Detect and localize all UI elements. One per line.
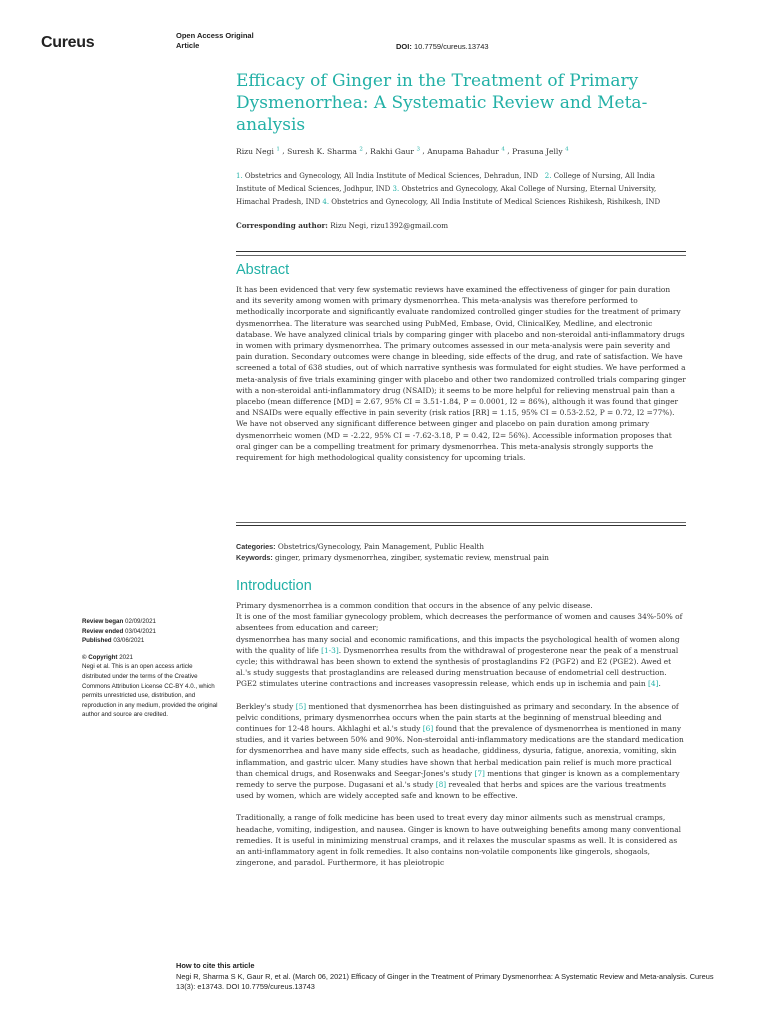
intro-paragraph: Berkley's study [5] mentioned that dysmenorrhea has been distinguished as primary and secondary. In the absence of pelvic conditions, primary dysmenorrhea occurs when the pain starts at the beginning of menstrual bleeding and continues for 12-48 hours. Akhlaghi et al.'s study [6] found that the prevalence of dysmenorrhea is mentioned in many studies, and it varies between 50% and 90%. Non-steroidal anti-inflammatory medications are the standard medication for dysmenorrhea and have many side effects, such as headache, giddiness, dysuria, fatigue, anorexia, vomiting, skin inflammation, and gastric ulcer. Many studies have shown that herbal medication pain relief is much more practical than chemical drugs, and Rosenwaks and Seegar-Jones's study [7] mentions that ginger is known as a complementary remedy to serve the purpose. Dugasani et al.'s study [8] revealed that herbs and spices are the various treatments used by women, which are widely accepted safe and known to be effective. [236,701,684,801]
copyright: © Copyright 2021 [82,653,133,661]
author[interactable]: Rakhi Gaur $^3$ [370,146,420,156]
author-list: Rizu Negi $^1$ , Suresh K. Sharma $^2$ , Rakhi Gaur $^3$ , Anupama Bahadur $^4$ , Prasuna Jelly $^4$ [236,146,569,156]
abstract-paragraph: It has been evidenced that very few systematic reviews have examined the effectiveness of ginger for pain duration and its severity among women with primary dysmenorrhea. This meta-analysis was therefore performed to methodically incorporate and significantly evaluate randomized controlled ginger studies for the treatment of primary dysmenorrhea. The literature was searched using PubMed, Embase, Ovid, ClinicalKey, Medline, and electronic database. We have analyzed clinical trials by comparing ginger with placebo and non-steroidal anti-inflammatory drugs in women with primary dysmenorrhea. The primary outcomes assessed in our meta-analysis were pain severity and pain duration. Secondary outcomes were change in bleeding, side effects of the drug, and rate of satisfaction. We have screened a total of 638 studies, out of which narrative synthesis was formulated for eight studies. We have performed a meta-analysis of five trials examining ginger with placebo and other two randomized controlled trials comparing ginger with a non-steroidal anti-inflammatory drug (NSAID); it seems to be more helpful for relieving menstrual pain than a placebo (mean difference [MD] = 2.67, 95% CI = 3.51-1.84, P = 0.0001, I2 = 86%), although it was found that ginger and NSAIDs were equally effective in pain severity (risk ratios [RR] = 1.15, 95% CI = 0.53-2.52, P = 0.72, I2 =77%). We have not observed any significant difference between ginger and placebo on pain duration among primary dysmenorrheic women (MD = -2.22, 95% CI = -7.62-3.18, P = 0.42, I2= 56%). Accessible information proposes that oral ginger can be a compelling treatment for primary dysmenorrhea. This meta-analysis strongly supports the requirement for high methodological quality consistency for upcoming trials. [236,285,686,463]
author[interactable]: Prasuna Jelly $^4$ [512,146,569,156]
intro-paragraph: Primary dysmenorrhea is a common condition that occurs in the absence of any pelvic disease. It is one of the most familiar gynecology problem, which decreases the performance of women and causes 34%-50% of absentees from education and career; dysmenorrhea has many social and economic ramifications, and this impacts the psychological health of women along with the quality of life [1-3]. Dysmenorrhea results from the withdrawal of progesterone near the peak of a menstrual cycle; this withdrawal has been shown to extend the synthesis of prostaglandins F2 (PGF2) and E2 (PGE2). Awed et al.'s study suggests that prostaglandins are released during menstruation because of endometrial cell destruction. PGE2 stimulates uterine contractions and increases vasopressin release, which ends up in ischemia and pain [4]. [236,601,683,689]
divider [236,525,686,526]
author[interactable]: Suresh K. Sharma $^2$ [287,146,363,156]
reference-link[interactable]: [1-3] [321,645,339,655]
doi [396,42,489,51]
license-text: Negi et al. This is an open access article distributed under the terms of the Creative Commons Attribution License CC-BY 4.0., which permits unrestricted use, distribution, and reproduction in any medium, provided the original author and source are credited. [82,663,218,719]
divider [236,255,686,256]
sidebar-info [82,617,222,720]
abstract-body [236,284,686,463]
affiliation: Obstetrics and Gynecology, Akal College of Nursing, Eternal University, Himachal Pradesh, IND [236,185,657,206]
divider [236,251,686,252]
keywords: Keywords: ginger, primary dysmenorrhea, zingiber, systematic review, menstrual pain [236,553,549,562]
article-type-line2: Article [176,41,200,50]
abstract-heading: Abstract [236,262,290,278]
affiliations: 1. Obstetrics and Gynecology, All India Institute of Medical Sciences, Dehradun, IND 2. College of Nursing, All India Institute of Medical Sciences, Jodhpur, IND 3. Obstetrics and Gynecology, Akal College of Nursing, Eternal University, Himachal Pradesh, IND 4. Obstetrics and Gynecology, All India Institute of Medical Sciences Rishikesh, Rishikesh, IND [236,172,661,206]
reference-link[interactable]: [6] [422,724,434,734]
categories-keywords [236,541,686,563]
author[interactable]: Rizu Negi $^1$ [236,146,280,156]
citation-text: Negi R, Sharma S K, Gaur R, et al. (March 06, 2021) Efficacy of Ginger in the Treatment of Primary Dysmenorrhea: A Systematic Review and Meta-analysis. Cureus 13(3): e13743. DOI 10.7759/cureus.13743 [176,971,714,992]
doi-link[interactable]: 10.7759/cureus.13743 [413,42,489,51]
affiliation: Obstetrics and Gynecology, All India Institute of Medical Sciences, Dehradun, IND [244,172,539,180]
reference-link[interactable]: [8] [435,780,447,790]
author[interactable]: Anupama Bahadur $^4$ [427,146,505,156]
introduction-body [236,600,686,879]
corresponding-author: Corresponding author: Rizu Negi, rizu1392@gmail.com [236,221,449,230]
doi-label: DOI: [396,42,412,51]
review-began: Review began 02/09/2021 [82,618,156,625]
affiliation: College of Nursing, All India Institute of Medical Sciences, Jodhpur, IND [236,172,655,193]
reference-link[interactable]: [5] [295,701,307,711]
intro-paragraph: Traditionally, a range of folk medicine has been used to treat every day minor ailments such as menstrual cramps, headache, vomiting, indigestion, and nausea. Ginger is known to have outweighing benefits among many conventional remedies. It is useful in minimizing menstrual cramps, and it relaxes the muscular spasms as well. It is considered as an anti-inflammatory agent in folk remedies. It also contains non-volatile components like gingerols, shogaols, zingerone, and paradol. Furthermore, it has pleiotropic [236,813,682,868]
citation-heading: How to cite this article [176,961,255,970]
journal-logo[interactable]: Cureus [41,34,95,51]
paper-title: Efficacy of Ginger in the Treatment of Primary Dysmenorrhea: A Systematic Review and Meta-analysis [236,71,648,135]
reference-link[interactable]: [4] [648,679,659,689]
affiliation: Obstetrics and Gynecology, All India Institute of Medical Sciences Rishikesh, Rishikesh, IND [331,198,661,206]
citation-block [176,961,726,993]
article-type [176,31,254,51]
published-date: Published 03/06/2021 [82,637,145,645]
divider [236,522,686,523]
categories: Categories: Obstetrics/Gynecology, Pain Management, Public Health [236,542,485,551]
article-type-line1: Open Access Original [176,31,254,40]
introduction-heading: Introduction [236,578,312,594]
review-ended: Review ended 03/04/2021 [82,627,156,635]
reference-link[interactable]: [7] [474,768,485,778]
